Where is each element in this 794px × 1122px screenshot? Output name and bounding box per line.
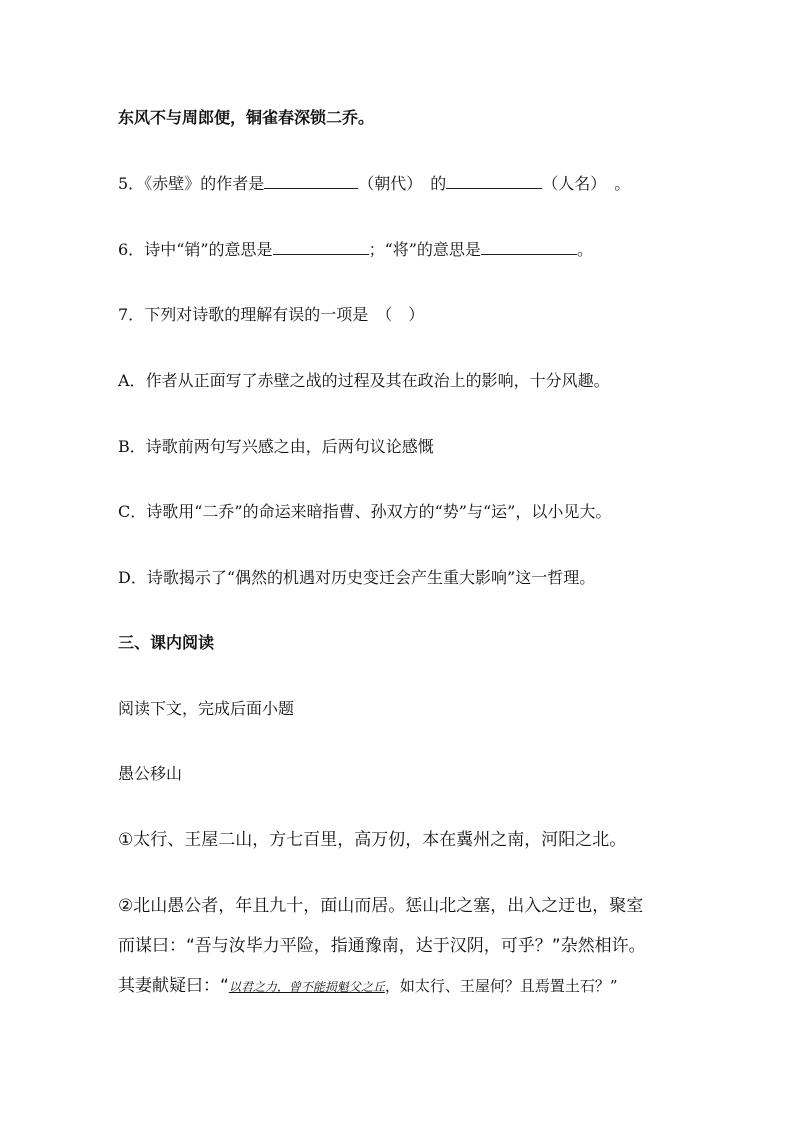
paragraph-2-line-3-suffix: ，如太行、王屋何？且焉置土石？” <box>384 977 618 995</box>
question-5-text-1: 《赤壁》的作者是 <box>144 174 265 193</box>
option-a <box>118 369 610 393</box>
option-a-letter: A． <box>118 371 146 390</box>
question-6-text-2: ；“将”的意思是 <box>368 240 481 259</box>
question-7-number: 7． <box>118 305 145 324</box>
option-a-text: 作者从正面写了赤壁之战的过程及其在政治上的影响，十分风趣。 <box>145 371 610 390</box>
question-6-text-3: 。 <box>576 240 593 259</box>
question-5-text-2: （朝代） 的 <box>358 174 447 193</box>
passage-paragraph-2-line-3 <box>118 974 618 999</box>
question-7-text: 下列对诗歌的理解有误的一项是 （ ） <box>144 305 425 324</box>
option-d-letter: D． <box>118 568 147 587</box>
reading-instruction: 阅读下文，完成后面小题 <box>118 699 295 718</box>
option-c <box>118 500 611 524</box>
question-7 <box>118 303 424 327</box>
option-b-letter: B． <box>118 437 146 456</box>
section-3-heading: 三、课内阅读 <box>118 633 215 652</box>
answer-blank-dynasty[interactable] <box>264 174 358 189</box>
option-c-letter: C． <box>118 502 147 521</box>
option-c-text: 诗歌用“二乔”的命运来暗指曹、孙双方的“势”与“运”，以小见大。 <box>146 502 612 521</box>
question-5 <box>118 172 630 196</box>
question-6 <box>118 238 593 262</box>
paragraph-2-handwritten-text: 以君之力，曾不能损魁父之丘 <box>228 980 385 994</box>
answer-blank-xiao-meaning[interactable] <box>273 240 369 255</box>
passage-paragraph-1: ①太行、王屋二山，方七百里，高万仞，本在冀州之南，河阳之北。 <box>118 830 627 850</box>
passage-paragraph-2-line-1: ②北山愚公者，年且九十，面山而居。惩山北之塞，出入之迂也，聚室 <box>118 896 644 916</box>
answer-blank-author-name[interactable] <box>446 174 542 189</box>
question-6-text-1: 诗中“销”的意思是 <box>144 240 273 259</box>
passage-title: 愚公移山 <box>118 764 183 783</box>
option-b-text: 诗歌前两句写兴感之由，后两句议论感慨 <box>145 437 434 456</box>
answer-blank-jiang-meaning[interactable] <box>481 240 577 255</box>
option-d-text: 诗歌揭示了“偶然的机遇对历史变迁会产生重大影响”这一哲理。 <box>146 568 596 587</box>
poem-last-line: 东风不与周郎便，铜雀春深锁二乔。 <box>118 108 375 127</box>
option-d <box>118 566 595 590</box>
paragraph-2-line-3-prefix: 其妻献疑曰：“ <box>118 976 229 996</box>
option-b <box>118 435 434 459</box>
question-5-text-3: （人名） 。 <box>542 174 631 193</box>
question-6-number: 6． <box>118 240 145 259</box>
question-5-number: 5． <box>118 174 145 193</box>
passage-paragraph-2-line-2: 而谋曰：“吾与汝毕力平险，指通豫南，达于汉阴，可乎？”杂然相许。 <box>118 936 646 956</box>
